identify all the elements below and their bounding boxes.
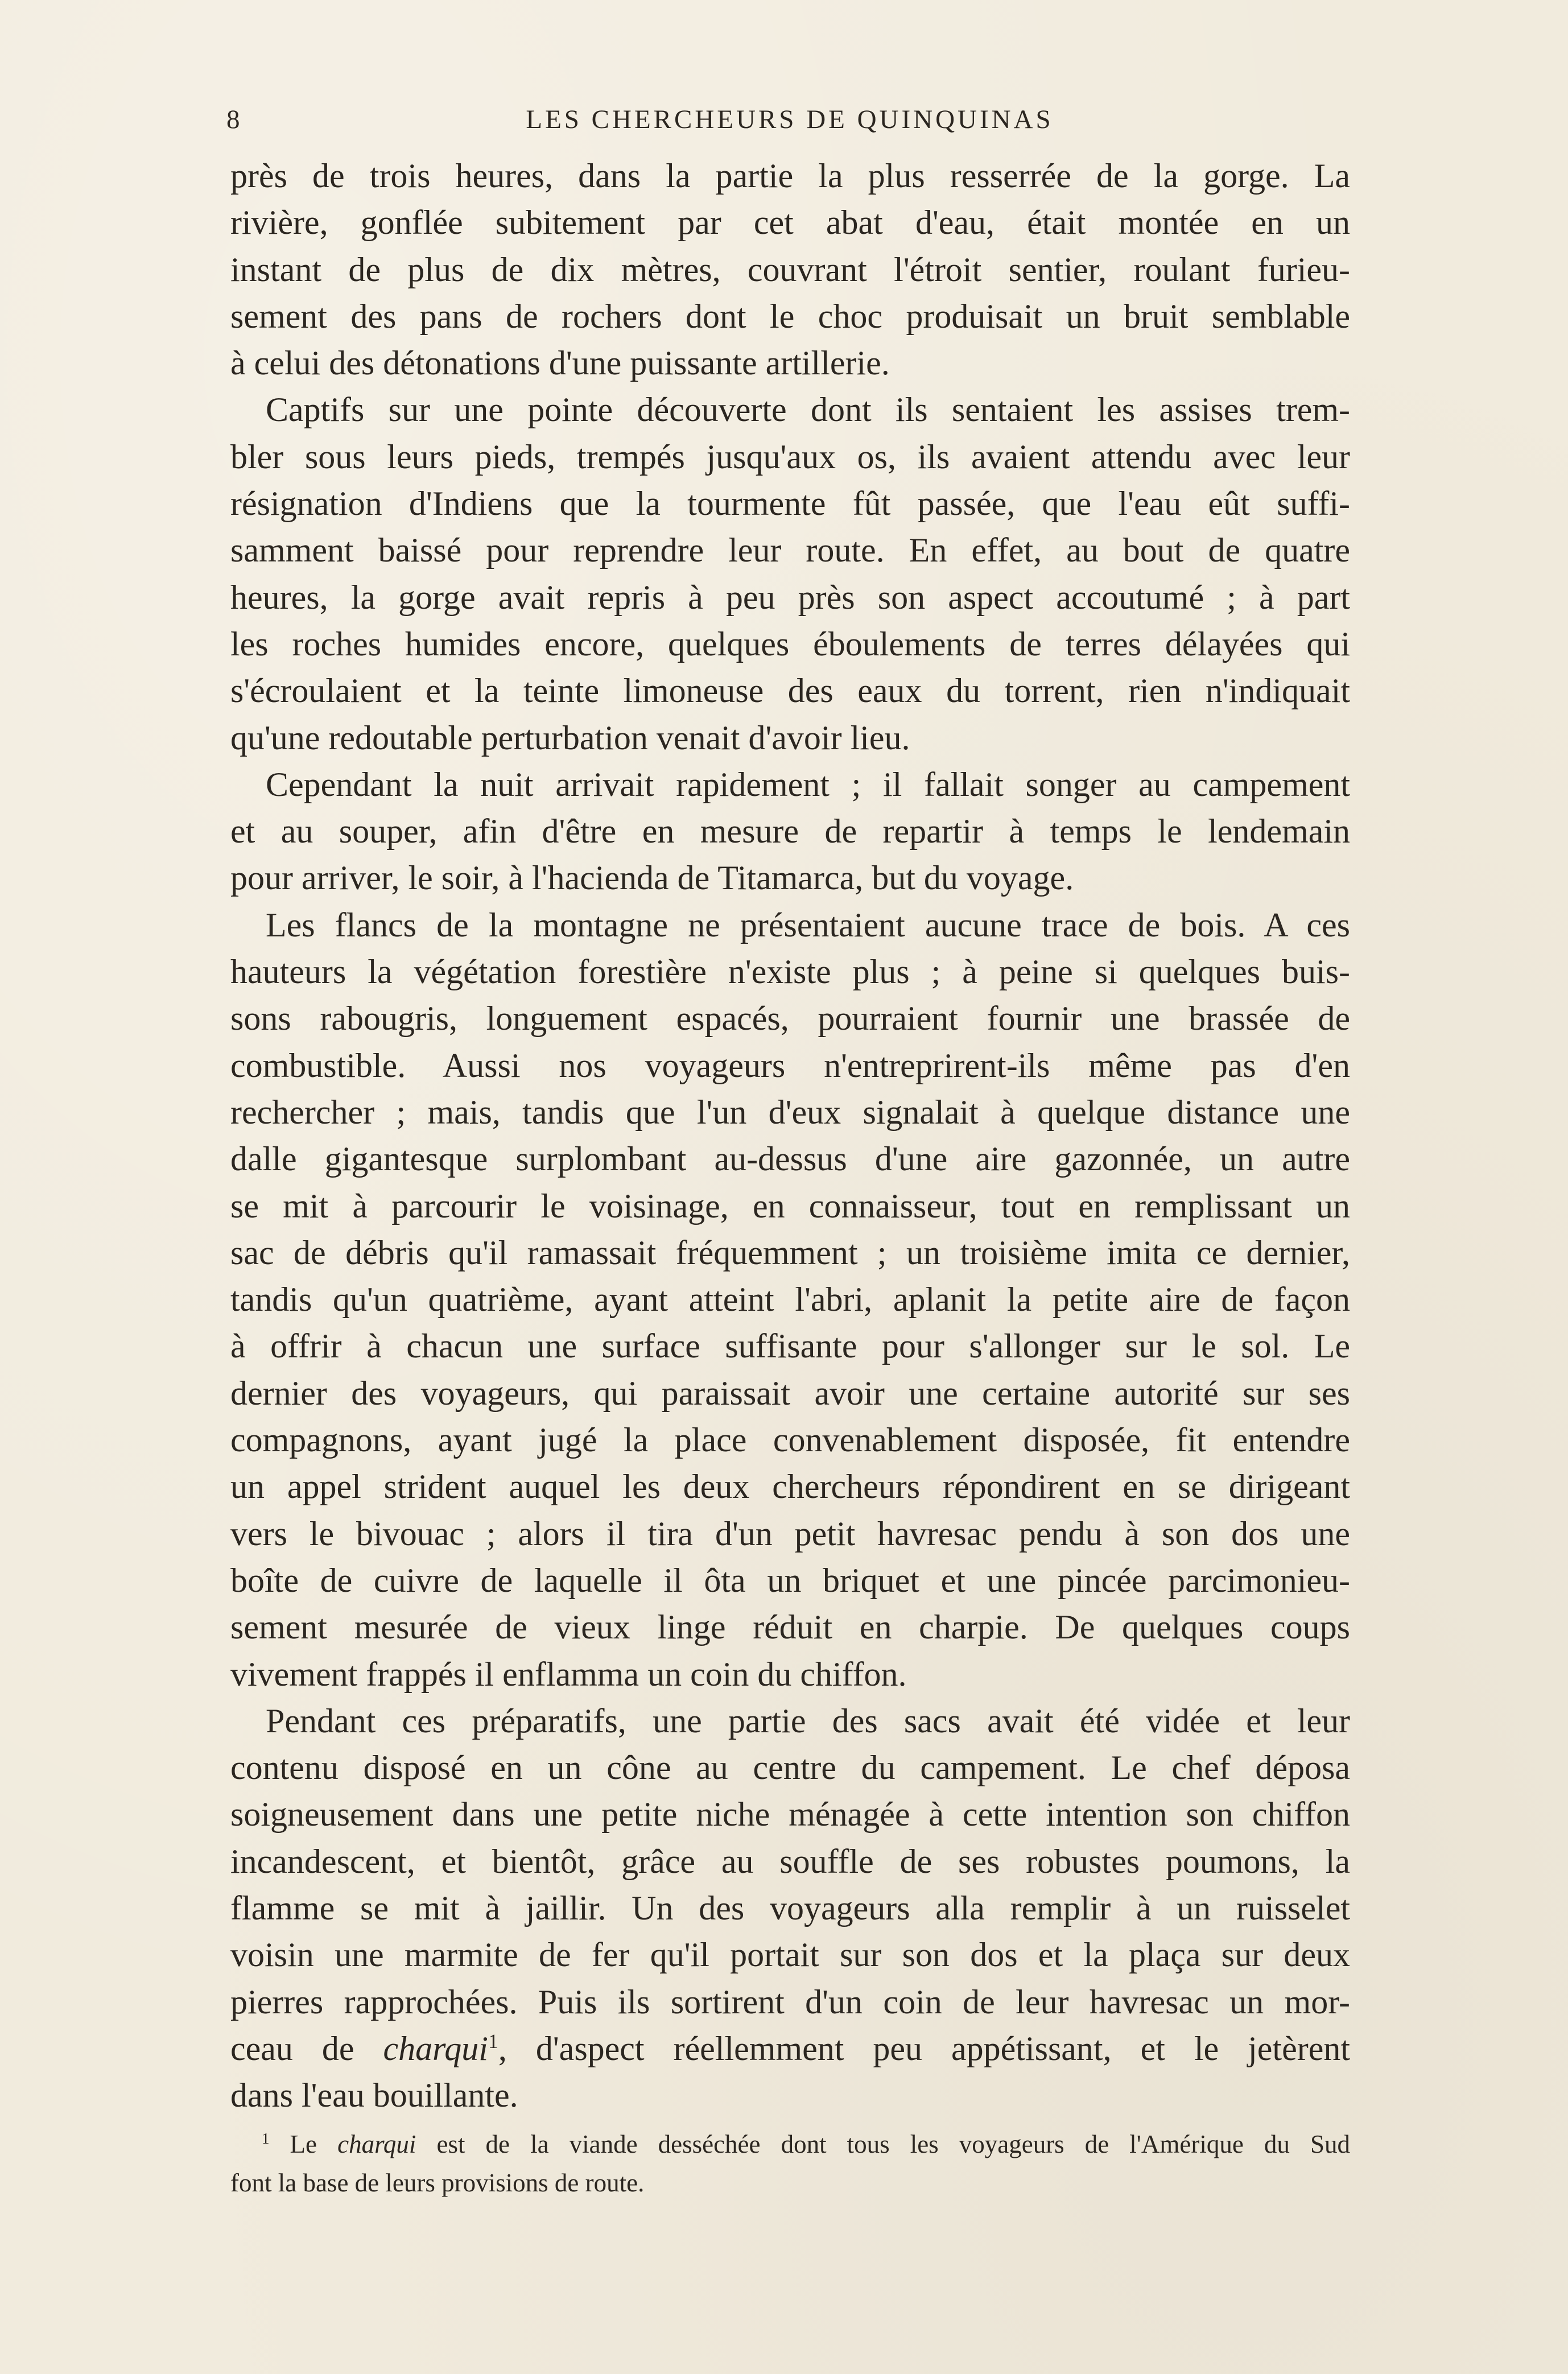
- text-line: instant de plus de dix mètres, couvrant l'étroit sentier, roulant furieu-: [230, 250, 1350, 288]
- text-line: dalle gigantesque surplombant au-dessus d'une aire gazonnée, un autre: [230, 1140, 1350, 1178]
- text-line: et au souper, afin d'être en mesure de repartir à temps le lendemain: [230, 812, 1350, 850]
- footnote-reference: 1: [488, 2029, 498, 2053]
- running-title: LES CHERCHEURS DE QUINQUINAS: [526, 105, 1054, 134]
- text-line: Cependant la nuit arrivait rapidement ; il fallait songer au campement: [266, 765, 1350, 803]
- text-line: compagnons, ayant jugé la place convenablement disposée, fit entendre: [230, 1421, 1350, 1459]
- text-line: vivement frappés il enflamma un coin du chiffon.: [230, 1655, 907, 1693]
- text-line: combustible. Aussi nos voyageurs n'entreprirent-ils même pas d'en: [230, 1046, 1350, 1084]
- text-line: hauteurs la végétation forestière n'existe plus ; à peine si quelques buis-: [230, 953, 1350, 991]
- text-line: s'écroulaient et la teinte limoneuse des eaux du torrent, rien n'indiquait: [230, 672, 1350, 710]
- text-line: bler sous leurs pieds, trempés jusqu'aux os, ils avaient attendu avec leur: [230, 437, 1350, 476]
- text-line: sons rabougris, longuement espacés, pourraient fournir une brassée de: [230, 1000, 1350, 1038]
- footnote-italic-term: charqui: [337, 2130, 416, 2158]
- text-line: voisin une marmite de fer qu'il portait sur son dos et la plaça sur deux: [230, 1936, 1350, 1974]
- italic-term-charqui: charqui: [383, 2029, 488, 2067]
- text-line: qu'une redoutable perturbation venait d'avoir lieu.: [230, 719, 910, 757]
- text-line: les roches humides encore, quelques éboulements de terres délayées qui: [230, 625, 1350, 663]
- text-line: incandescent, et bientôt, grâce au souffle de ses robustes poumons, la: [230, 1842, 1350, 1880]
- text-line: pour arriver, le soir, à l'hacienda de Titamarca, but du voyage.: [230, 859, 1074, 897]
- text-line: à celui des détonations d'une puissante artillerie.: [230, 344, 890, 382]
- text-line: à offrir à chacun une surface suffisante pour s'allonger sur le sol. Le: [230, 1327, 1350, 1365]
- page-number: 8: [226, 105, 242, 134]
- footnote-marker: 1: [262, 2130, 270, 2147]
- text-line: heures, la gorge avait repris à peu près son aspect accoutumé ; à part: [230, 578, 1350, 616]
- text-line: contenu disposé en un cône au centre du campement. Le chef déposa: [230, 1749, 1350, 1787]
- footnote: [230, 2125, 1350, 2202]
- text-line: dernier des voyageurs, qui paraissait avoir une certaine autorité sur ses: [230, 1374, 1350, 1412]
- text-line: tandis qu'un quatrième, ayant atteint l'abri, aplanit la petite aire de façon: [230, 1281, 1350, 1319]
- text-line: Pendant ces préparatifs, une partie des sacs avait été vidée et leur: [266, 1702, 1350, 1740]
- text-line: vers le bivouac ; alors il tira d'un petit havresac pendu à son dos une: [230, 1514, 1350, 1553]
- text-line: samment baissé pour reprendre leur route. En effet, au bout de quatre: [230, 531, 1350, 569]
- body-text: [230, 152, 1350, 2119]
- text-line: rechercher ; mais, tandis que l'un d'eux signalait à quelque distance une: [230, 1093, 1350, 1131]
- running-header: [226, 97, 1353, 142]
- footnote-line-1: $^1$ Le charqui est de la viande desséchée dont tous les voyageurs de l'Amérique du Sud: [262, 2130, 1350, 2158]
- text-line: Les flancs de la montagne ne présentaient aucune trace de bois. A ces: [266, 906, 1350, 944]
- footnote-line-2: font la base de leurs provisions de route.: [230, 2169, 645, 2197]
- text-line: sac de débris qu'il ramassait fréquemment ; un troisième imita ce dernier,: [230, 1233, 1350, 1271]
- text-line: flamme se mit à jaillir. Un des voyageurs alla remplir à un ruisselet: [230, 1889, 1350, 1927]
- text-line: Captifs sur une pointe découverte dont ils sentaient les assises trem-: [266, 391, 1350, 429]
- text-line: un appel strident auquel les deux chercheurs répondirent en se dirigeant: [230, 1468, 1350, 1506]
- text-line: pierres rapprochées. Puis ils sortirent d'un coin de leur havresac un mor-: [230, 1983, 1350, 2021]
- text-line: se mit à parcourir le voisinage, en connaisseur, tout en remplissant un: [230, 1187, 1350, 1225]
- text-line: rivière, gonflée subitement par cet abat d'eau, était montée en un: [230, 204, 1350, 242]
- text-line: soigneusement dans une petite niche ménagée à cette intention son chiffon: [230, 1795, 1350, 1834]
- text-line: près de trois heures, dans la partie la plus resserrée de la gorge. La: [230, 157, 1350, 195]
- text-line-final: dans l'eau bouillante.: [230, 2076, 518, 2115]
- text-line: résignation d'Indiens que la tourmente fût passée, que l'eau eût suffi-: [230, 485, 1350, 523]
- text-line-charqui: ceau de charqui$^1$, d'aspect réellemment peu appétissant, et le jetèrent: [230, 2029, 1350, 2067]
- text-line: sement mesurée de vieux linge réduit en charpie. De quelques coups: [230, 1608, 1350, 1646]
- text-line: boîte de cuivre de laquelle il ôta un briquet et une pincée parcimonieu-: [230, 1561, 1350, 1599]
- text-line: sement des pans de rochers dont le choc produisait un bruit semblable: [230, 297, 1350, 335]
